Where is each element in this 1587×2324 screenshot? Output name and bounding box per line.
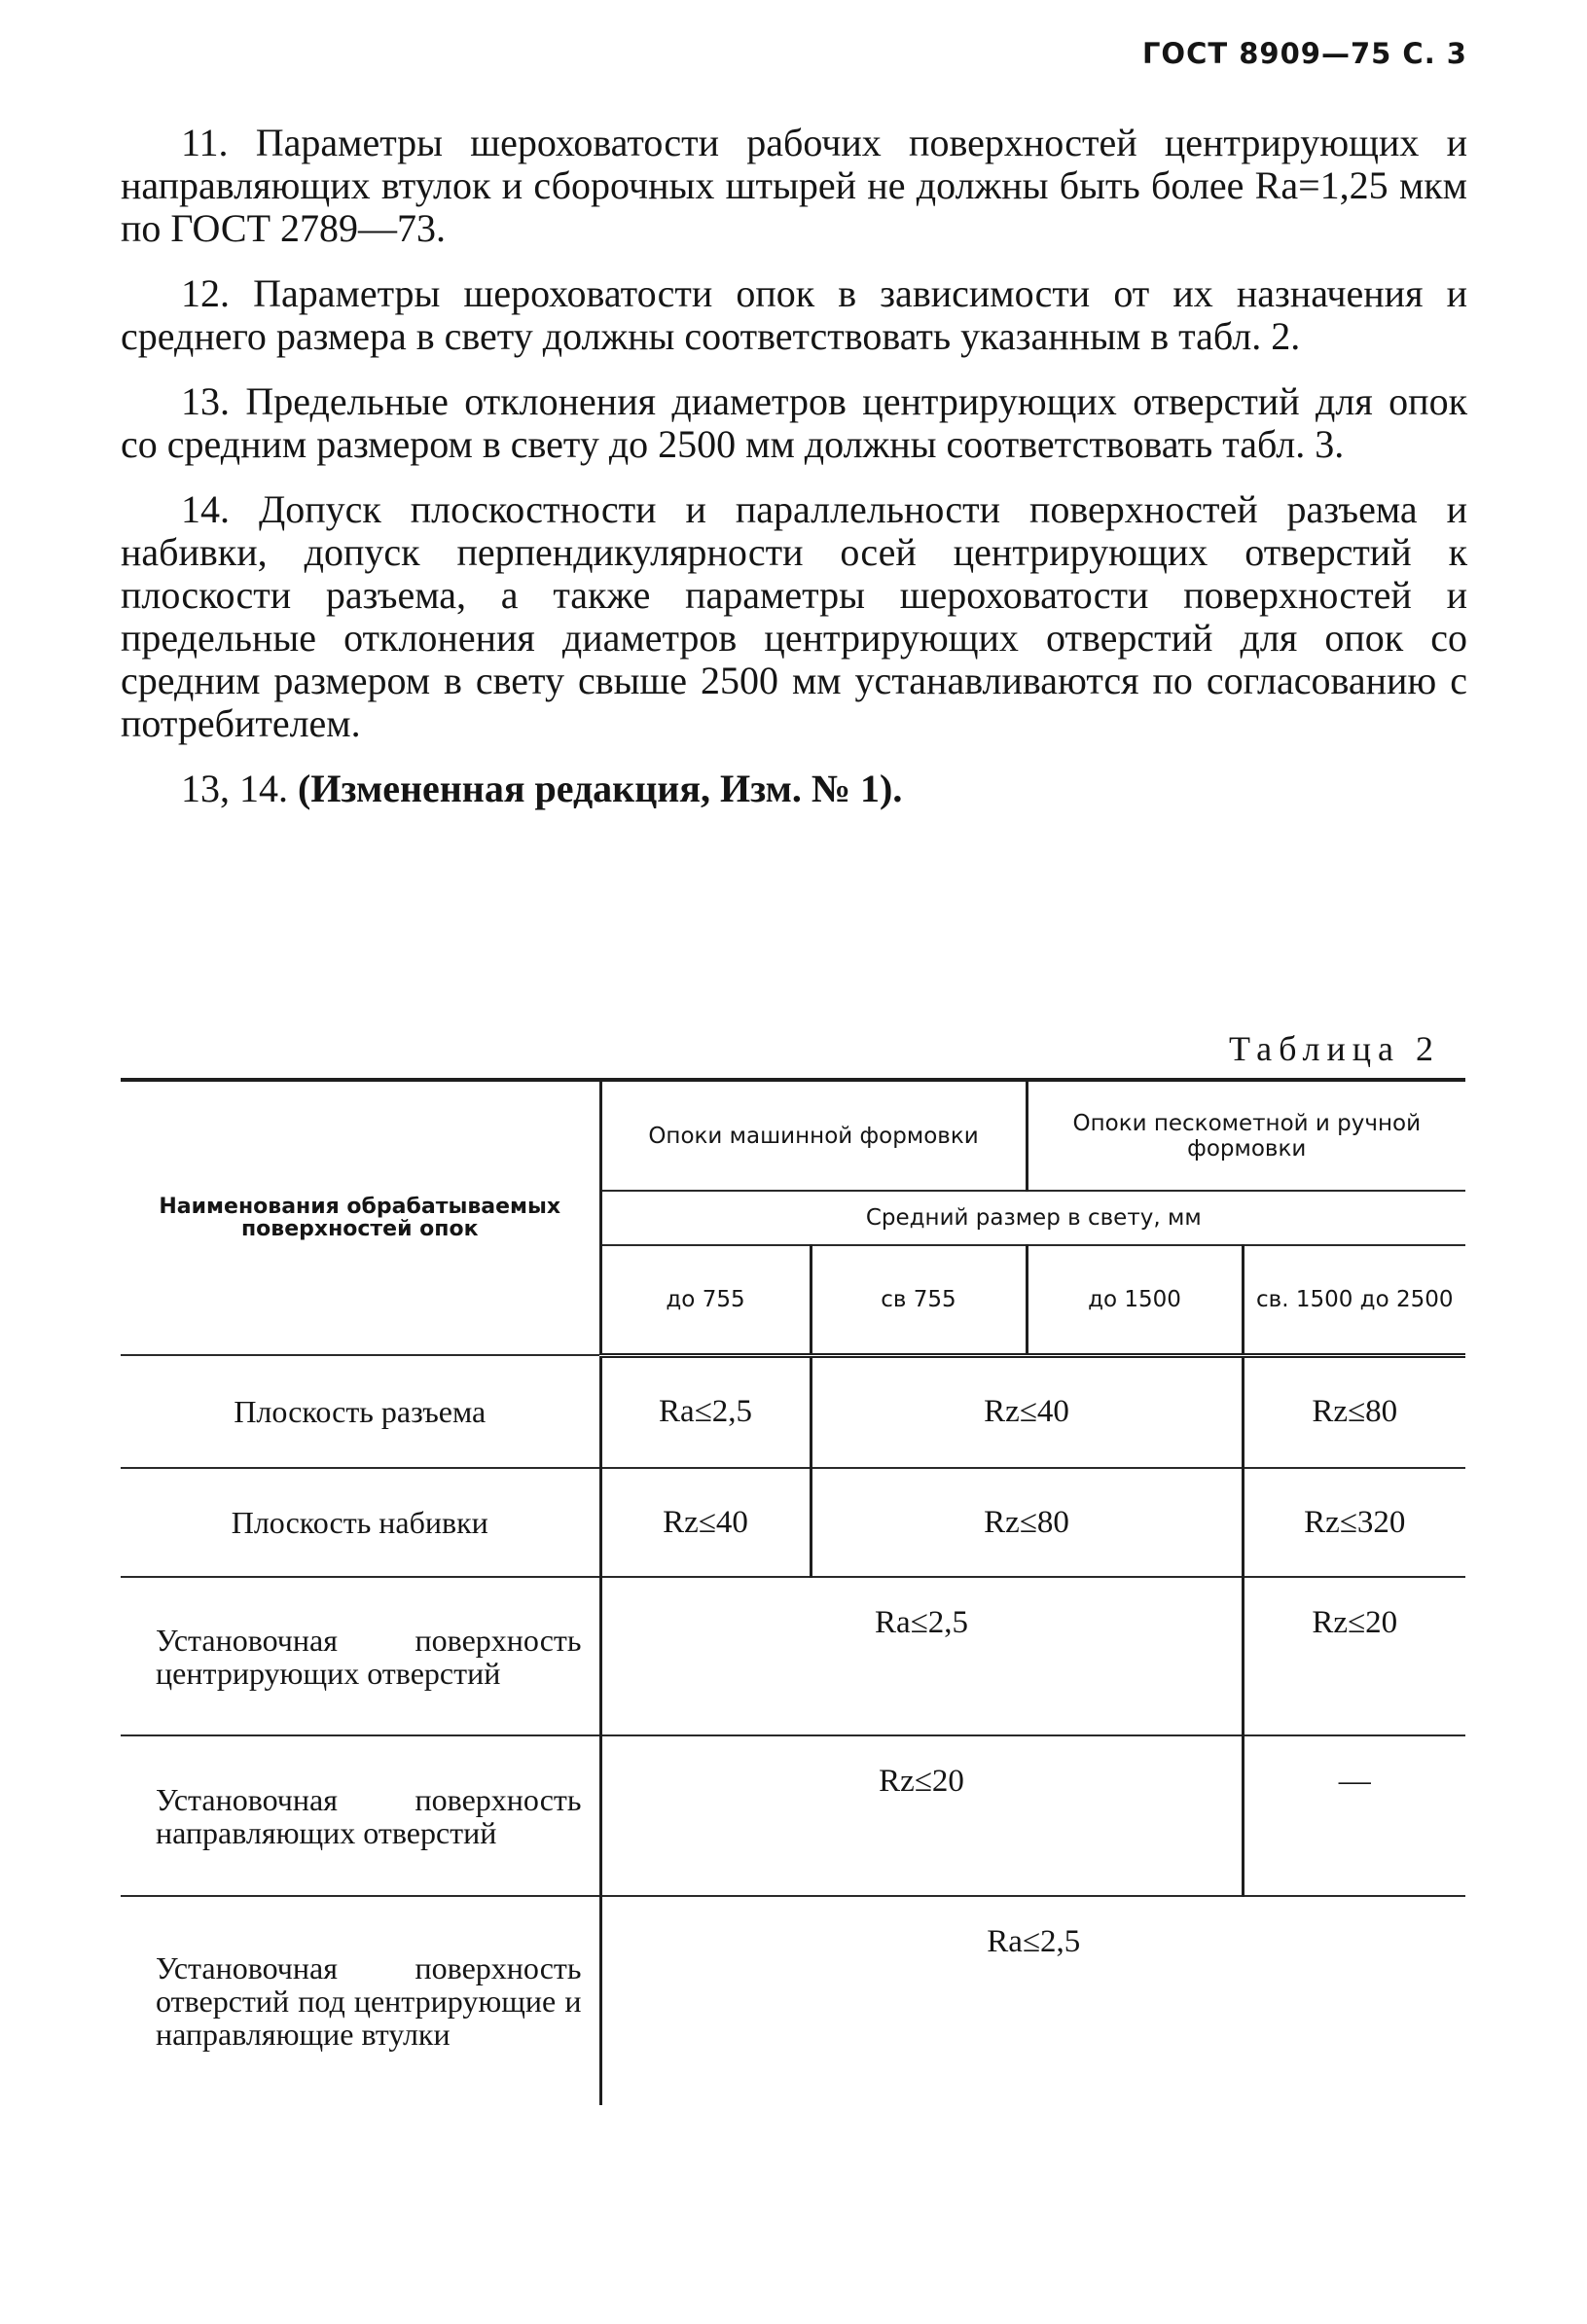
value-cell: Ra≤2,5 — [600, 1355, 811, 1468]
body-text — [121, 122, 1467, 833]
paragraph-number: 12. — [181, 271, 230, 315]
header-col-3: до 1500 — [1027, 1245, 1243, 1355]
value-cell: Rz≤20 — [600, 1735, 1243, 1896]
table-header-row — [121, 1080, 1465, 1191]
table-row — [121, 1577, 1465, 1735]
paragraph-text: Параметры шероховатости рабочих поверхностей центрирующих и направляющих втулок и сборочных штырей не должны быть более Ra=1,25 мкм по ГОСТ 2789—73. — [121, 121, 1468, 250]
value-cell: Rz≤320 — [1243, 1468, 1465, 1577]
row-name: Установочная поверхность направляющих отверстий — [121, 1735, 600, 1896]
value-cell: Rz≤80 — [811, 1468, 1243, 1577]
table-row — [121, 1896, 1465, 2105]
header-group-sand: Опоки пескометной и ручной формовки — [1027, 1080, 1465, 1191]
paragraph-13 — [121, 380, 1467, 466]
value-cell: Rz≤80 — [1243, 1355, 1465, 1468]
header-col-2: св 755 — [811, 1245, 1027, 1355]
amendment-number: 13, 14. — [181, 767, 288, 810]
paragraph-12 — [121, 272, 1467, 358]
row-name: Плоскость разъема — [121, 1355, 600, 1468]
row-name: Установочная поверхность отверстий под центрирующие и направляющие втулки — [121, 1896, 600, 2105]
header-size-caption: Средний размер в свету, мм — [600, 1191, 1465, 1245]
value-cell: Rz≤40 — [811, 1355, 1243, 1468]
paragraph-text: Параметры шероховатости опок в зависимости от их назначения и среднего размера в свету должны соответствовать указанным в табл. 2. — [121, 271, 1468, 358]
value-cell: Rz≤20 — [1243, 1577, 1465, 1735]
table-row — [121, 1735, 1465, 1896]
header-col-1: до 755 — [600, 1245, 811, 1355]
value-cell: Ra≤2,5 — [600, 1577, 1243, 1735]
header-col-4: св. 1500 до 2500 — [1243, 1245, 1465, 1355]
paragraph-number: 14. — [181, 487, 230, 531]
table-row — [121, 1355, 1465, 1468]
paragraph-14 — [121, 488, 1467, 745]
value-cell: — — [1243, 1735, 1465, 1896]
paragraph-text: Допуск плоскостности и параллельности поверхностей разъема и набивки, допуск перпендикулярности осей центрирующих отверстий к плоскости разъема, а также параметры шероховатости поверхностей и предельные отклонения диаметров центрирующих отверстий для опок со средним размером в свету свыше 2500 мм устанавливаются по согласованию с потребителем. — [121, 487, 1468, 745]
header-group-machine: Опоки машинной формовки — [600, 1080, 1027, 1191]
value-cell: Rz≤40 — [600, 1468, 811, 1577]
paragraph-11 — [121, 122, 1467, 250]
row-name: Установочная поверхность центрирующих отверстий — [121, 1577, 600, 1735]
roughness-table — [121, 1078, 1465, 2105]
table-row — [121, 1468, 1465, 1577]
paragraph-text: Предельные отклонения диаметров центрирующих отверстий для опок со средним размером в свету до 2500 мм должны соответствовать табл. 3. — [121, 379, 1467, 466]
paragraph-number: 13. — [181, 379, 230, 423]
amendment-note — [121, 768, 1467, 810]
table-label: Таблица 2 — [1229, 1029, 1440, 1068]
paragraph-number: 11. — [181, 121, 229, 164]
amendment-text: (Измененная редакция, Изм. № 1). — [298, 767, 903, 810]
row-name: Плоскость набивки — [121, 1468, 600, 1577]
value-cell: Ra≤2,5 — [600, 1896, 1465, 2105]
page-header: ГОСТ 8909—75 С. 3 — [1141, 37, 1467, 70]
header-name-column: Наименования обрабатываемых поверхностей опок — [121, 1080, 600, 1355]
